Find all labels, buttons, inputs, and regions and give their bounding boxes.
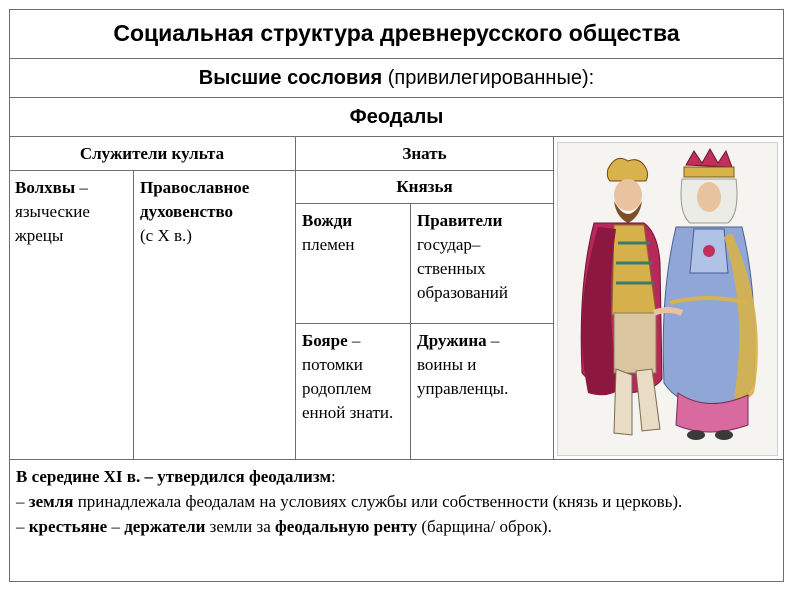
upper-classes-rest: (привилегированные): (382, 66, 595, 89)
upper-classes-row (9, 59, 784, 98)
princes-header: Князья (296, 171, 554, 204)
tribal-chiefs-cell: Вожди племен (296, 204, 411, 324)
notes-line-3: – крестьяне – держатели земли за феодальную ренту (барщина/ оброк). (16, 517, 552, 536)
feudalism-notes (9, 460, 784, 582)
medieval-couple-illustration (557, 142, 778, 456)
feudals-row: Феодалы (9, 98, 784, 137)
medieval-couple-figure (558, 143, 777, 455)
notes-line-1: В середине XI в. – утвердился феодализм: (16, 467, 336, 486)
upper-classes-bold: Высшие сословия (198, 66, 383, 89)
druzhina-cell: Дружина – воины и управленцы. (411, 324, 554, 460)
joined-hands (654, 310, 682, 313)
state-rulers-cell: Правители государ– ственных образований (411, 204, 554, 324)
page-title: Социальная структура древнерусского общества (9, 9, 784, 59)
boyars-cell: Бояре – потомки родоплем енной знати. (296, 324, 411, 460)
orthodox-clergy-cell: Православное духовенство (с X в.) (134, 171, 296, 460)
nobility-header: Знать (296, 137, 554, 171)
volkhvy-cell: Волхвы – языческие жрецы (9, 171, 134, 460)
cult-servants-header: Служители культа (9, 137, 296, 171)
prince-figure (581, 158, 662, 435)
notes-line-2: – земля принадлежала феодалам на условиях службы или собственности (князь и церковь). (16, 492, 683, 511)
princess-figure (663, 149, 758, 440)
